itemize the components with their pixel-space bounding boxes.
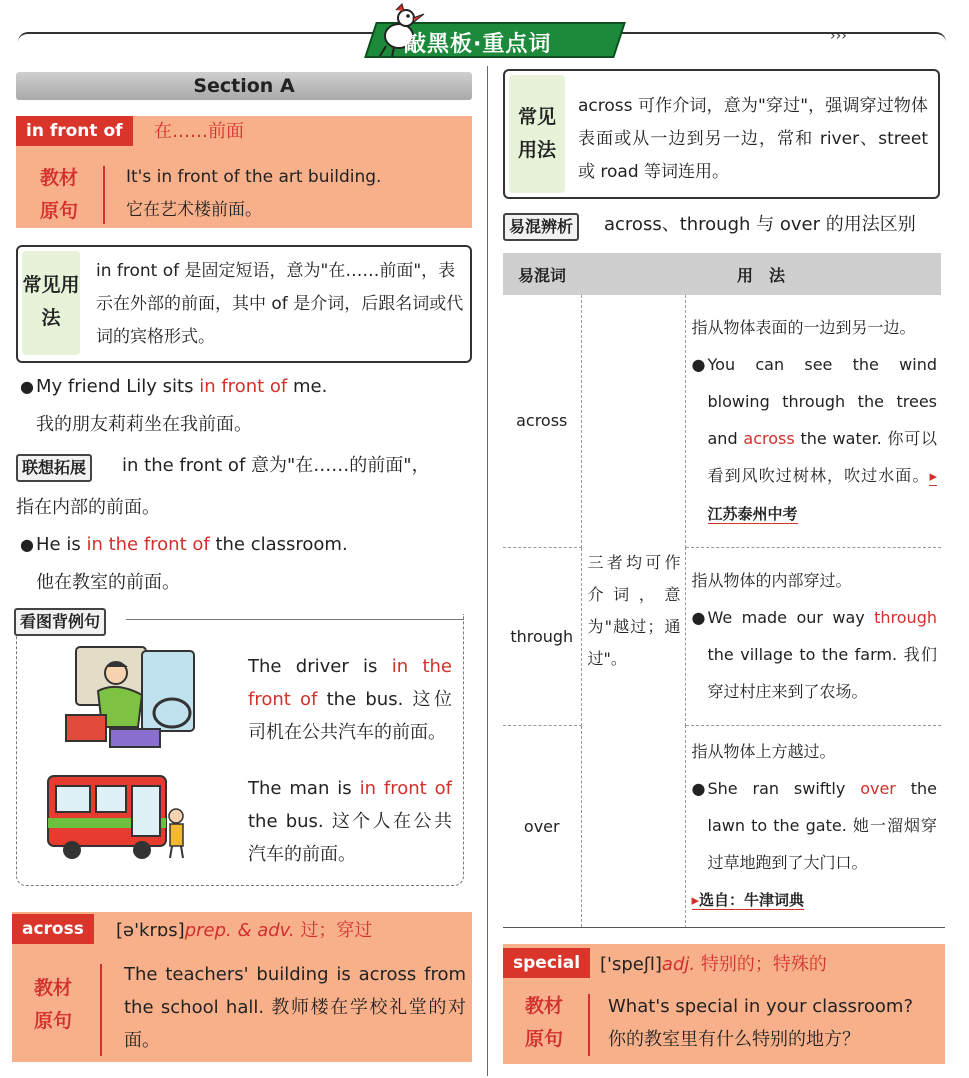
source-sentence-zh: 它在艺术楼前面。 — [126, 200, 262, 220]
bullet-icon: ● — [691, 608, 706, 627]
source-label: 教材原句 — [34, 977, 73, 1032]
banner-title: 敲黑板·重点词 — [404, 32, 552, 57]
association-text: in the front of 意为"在……的前面"， — [122, 455, 430, 476]
source-note-line — [692, 881, 938, 919]
usage-label: 常见用法 — [509, 75, 565, 193]
association-label: 联想拓展 — [16, 454, 92, 482]
word-header — [600, 950, 827, 980]
common-meaning: 三者均可作介词，意为"越过；通过"。 — [581, 295, 685, 927]
source-sentence-zh: 你的教室里有什么特别的地方？ — [608, 1029, 860, 1050]
table-header: 易混词 — [503, 253, 581, 295]
word-header — [116, 916, 372, 946]
bullet-icon: ● — [691, 779, 706, 799]
usage-text: in front of 是固定短语，意为"在……前面"，表示在外部的前面，其中 of 是介词，后跟名词或代词的宾格形式。 — [96, 261, 464, 347]
word-tag: across — [12, 914, 94, 944]
example-sentence-zh: 我的朋友莉莉坐在我前面。 — [36, 414, 252, 435]
table-row — [503, 295, 941, 547]
bus-driver-illustration — [46, 643, 206, 753]
picture-sentence-2: The man is in front of the bus. 这个人在公共汽车的前面。 — [248, 778, 452, 865]
word-meaning: 过；穿过 — [300, 920, 373, 941]
word-tag: in front of — [16, 116, 133, 146]
confusable-word: over — [503, 725, 581, 927]
example-sentence: ● She ran swiftly over the lawn to the gate. 她一溜烟穿过草地跑到了大门口。 — [692, 770, 938, 881]
section-rule — [503, 927, 945, 928]
source-separator — [103, 166, 105, 224]
table-header-row — [503, 253, 941, 295]
confusion-title: across、through 与 over 的用法区别 — [604, 214, 916, 235]
comparison-table — [503, 253, 941, 928]
part-of-speech: prep. & adv. — [184, 920, 295, 941]
example-sentence-en: ● He is in the front of the classroom. — [20, 530, 348, 560]
table-header: 用 法 — [581, 253, 941, 295]
source-label: 教材原句 — [40, 167, 79, 222]
source-sentence: The teachers' building is across from the school hall. 教师楼在学校礼堂的对面。 — [124, 964, 466, 1051]
word-meaning: 特别的；特殊的 — [700, 954, 827, 975]
picture-examples-label: 看图背例句 — [14, 608, 106, 636]
example-sentence-zh: 他在教室的前面。 — [36, 572, 180, 593]
table-row — [503, 547, 941, 725]
association-text-cont: 指在内部的前面。 — [16, 497, 160, 518]
usage-label: 常见用法 — [22, 251, 80, 355]
usage-text: across 可作介词，意为"穿过"，强调穿过物体表面或从一边到另一边，常和 river、street 或 road 等词连用。 — [578, 96, 928, 182]
source-separator — [100, 964, 102, 1056]
picture-sentence-1: The driver is in the front of the bus. 这位司机在公共汽车的前面。 — [248, 656, 452, 743]
column-divider — [487, 66, 488, 1076]
bullet-icon: ● — [20, 377, 34, 396]
word-meaning: 在……前面 — [154, 121, 244, 142]
banner-arrows-icon: ››› — [830, 28, 847, 44]
source-sentence-en: What's special in your classroom? — [608, 996, 913, 1017]
section-title: Section A — [16, 72, 472, 100]
confusion-label: 易混辨析 — [503, 213, 579, 241]
table-row — [503, 725, 941, 927]
source-note: ▸选自：牛津词典 — [691, 891, 805, 910]
usage-detail: 指从物体表面的一边到另一边。 ● You can see the wind blowing through the trees and across the water. 你可以看到风吹过树林，吹过水面。▸江苏泰州中考 — [685, 295, 941, 547]
source-sentence — [608, 990, 940, 1056]
picture-box-rule — [126, 619, 464, 620]
usage-detail: 指从物体的内部穿过。 ● We made our way through the village to the farm. 我们穿过村庄来到了农场。 — [685, 547, 941, 725]
bus-and-man-illustration — [44, 770, 194, 862]
source-sentence-en: It's in front of the art building. — [126, 167, 382, 187]
confusable-word: through — [503, 547, 581, 725]
bullet-icon: ● — [20, 535, 34, 554]
example-sentence-en: ● My friend Lily sits in front of me. — [20, 372, 327, 402]
example-sentence: ● We made our way through the village to the farm. 我们穿过村庄来到了农场。 — [692, 599, 938, 710]
source-sentence — [126, 161, 466, 227]
source-separator — [588, 994, 590, 1056]
word-tag: special — [503, 948, 590, 978]
usage-detail: 指从物体上方越过。 ● She ran swiftly over the lawn to the gate. 她一溜烟穿过草地跑到了大门口。 ▸选自：牛津词典 — [685, 725, 941, 927]
phonetic: [ə'krɒs] — [116, 920, 185, 941]
example-sentence: ● You can see the wind blowing through the trees and across the water. 你可以看到风吹过树林，吹过水面。▸江苏泰州中考 — [692, 346, 938, 533]
phonetic: ['speʃl] — [600, 954, 662, 975]
bullet-icon: ● — [691, 354, 706, 374]
source-label: 教材原句 — [525, 995, 564, 1050]
confusable-word: across — [503, 295, 581, 547]
source-note: ▸江苏泰州中考 — [707, 466, 937, 523]
part-of-speech: adj. — [661, 954, 696, 975]
